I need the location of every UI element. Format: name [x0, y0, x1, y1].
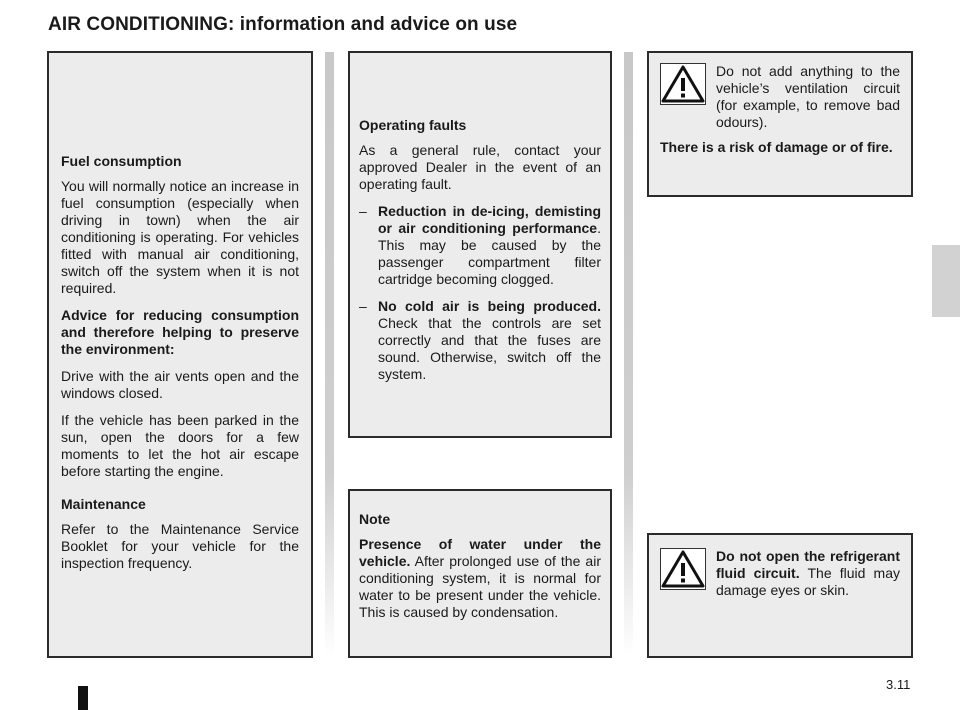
note-title: Presence of water under the vehicle.: [359, 536, 601, 569]
advice-item: If the vehicle has been parked in the sun, open the doors for a few moments to let the hot air escape before starting the engine.: [61, 412, 299, 479]
maintenance-text: Refer to the Maintenance Service Booklet for your vehicle for the inspection frequency.: [61, 521, 299, 571]
faults-intro: As a general rule, contact your approved Dealer in the event of an operating fault.: [359, 142, 601, 192]
warning-emphasis: There is a risk of damage or of fire.: [660, 139, 893, 155]
fault-item: [359, 298, 601, 383]
fault-title: Reduction in de-icing, demisting or air conditioning performance: [378, 203, 601, 236]
column-divider: [624, 52, 633, 656]
section-tab: [932, 245, 960, 317]
column-divider: [325, 52, 334, 656]
fault-item: [359, 203, 601, 288]
warning-triangle-icon: [660, 548, 706, 590]
warning-triangle-icon: [660, 63, 706, 105]
maintenance-heading: Maintenance: [61, 496, 146, 512]
fuel-consumption-box: [47, 51, 313, 658]
page-title: AIR CONDITIONING: information and advice on use: [48, 14, 518, 35]
fuel-heading: Fuel consumption: [61, 153, 182, 169]
fuel-text: You will normally notice an increase in fuel consumption (especially when driving in town) when the air conditioning is operating. For vehicles fitted with manual air conditioning, switch off the system when it is not required.: [61, 178, 299, 296]
note-text: After prolonged use of the air conditioning system, it is normal for water to be present under the vehicle. This is caused by condensation.: [359, 553, 601, 620]
note-box: [348, 489, 612, 658]
fault-text: . This may be caused by the passenger compartment filter cartridge becoming clogged.: [378, 220, 601, 287]
note-heading: Note: [359, 511, 391, 527]
dash-marker: –: [359, 298, 367, 314]
fault-title: No cold air is being produced.: [378, 298, 601, 314]
advice-item: Drive with the air vents open and the windows closed.: [61, 368, 299, 401]
warning-ventilation-box: [647, 51, 913, 197]
warning-text: Do not add anything to the vehicle’s ventilation circuit (for example, to remove bad odours).: [716, 63, 900, 130]
dash-marker: –: [359, 203, 367, 219]
advice-heading: Advice for reducing consumption and therefore helping to preserve the environment:: [61, 307, 299, 357]
warning-text: The fluid may damage eyes or skin.: [716, 565, 901, 598]
warning-emphasis: Do not open the refrigerant fluid circuit.: [716, 548, 900, 581]
operating-faults-box: [348, 51, 612, 438]
fault-text: Check that the controls are set correctly and that the fuses are sound. Otherwise, switch off the system.: [378, 315, 601, 382]
page-number: 3.11: [886, 677, 911, 692]
faults-heading: Operating faults: [359, 117, 467, 133]
warning-refrigerant-box: [647, 533, 913, 658]
corner-mark: [78, 686, 88, 710]
